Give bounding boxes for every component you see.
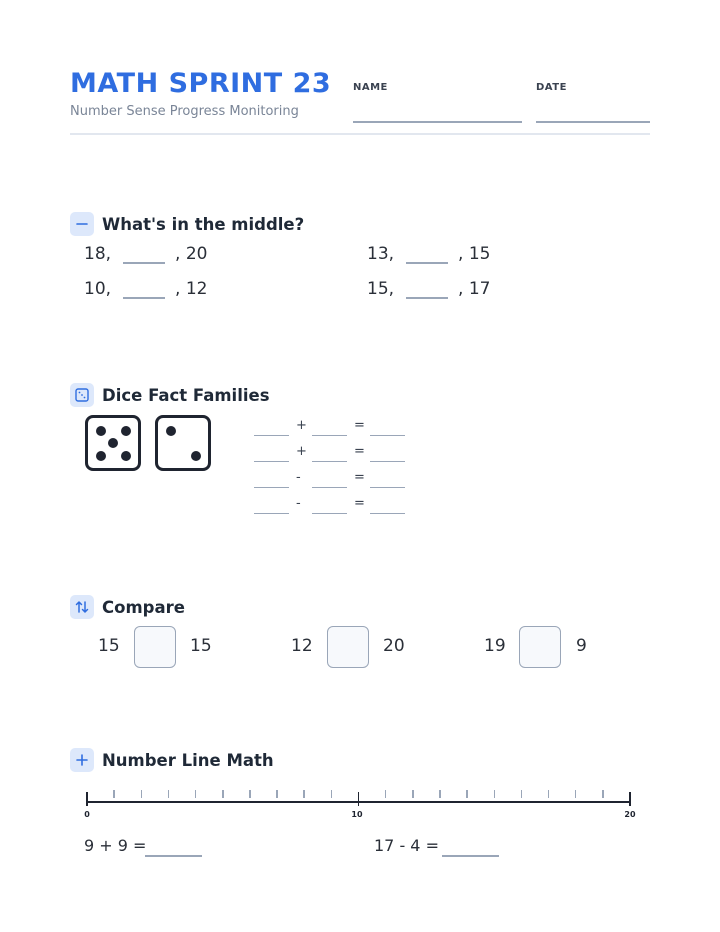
die-pip <box>96 426 106 436</box>
middle-after: , 20 <box>175 244 208 264</box>
operator-sign: + <box>296 444 307 459</box>
answer-blank[interactable] <box>254 487 289 489</box>
number-line-label: 0 <box>84 810 90 819</box>
middle-before: 13, <box>367 244 395 264</box>
number-line-label: 20 <box>624 810 636 819</box>
compare-left-number: 15 <box>98 636 120 656</box>
minus-icon <box>70 212 94 236</box>
compare-answer-box[interactable] <box>134 626 176 668</box>
answer-blank[interactable] <box>254 435 289 437</box>
answer-blank[interactable] <box>254 513 289 515</box>
equals-sign: = <box>354 418 365 433</box>
answer-blank[interactable] <box>370 513 405 515</box>
number-line-tick <box>494 790 496 798</box>
answer-blank[interactable] <box>312 513 347 515</box>
compare-answer-box[interactable] <box>519 626 561 668</box>
die-pip <box>121 426 131 436</box>
page-subtitle: Number Sense Progress Monitoring <box>70 104 299 119</box>
middle-before: 15, <box>367 279 395 299</box>
number-line-tick <box>195 790 197 798</box>
number-line-tick <box>222 790 224 798</box>
number-line-problem: 17 - 4 = <box>374 836 439 855</box>
middle-after: , 12 <box>175 279 208 299</box>
fact-family-equation <box>254 498 414 514</box>
compare-left-number: 19 <box>484 636 506 656</box>
compare-right-number: 20 <box>383 636 405 656</box>
answer-blank[interactable] <box>312 435 347 437</box>
date-label: DATE <box>536 82 567 93</box>
section-title-middle: What's in the middle? <box>102 214 305 234</box>
page-title: MATH SPRINT 23 <box>70 68 332 99</box>
middle-after: , 17 <box>458 279 491 299</box>
answer-blank[interactable] <box>370 487 405 489</box>
equals-sign: = <box>354 444 365 459</box>
answer-blank[interactable] <box>406 262 448 264</box>
section-header-compare <box>70 594 185 620</box>
number-line-tick <box>113 790 115 798</box>
die-face <box>85 415 141 471</box>
number-line-tick <box>249 790 251 798</box>
middle-problem <box>84 244 208 264</box>
number-line-tick <box>521 790 523 798</box>
equals-sign: = <box>354 496 365 511</box>
section-title-compare: Compare <box>102 597 185 617</box>
fact-family-equation <box>254 472 414 488</box>
operator-sign: - <box>296 496 301 511</box>
number-line-tick <box>412 790 414 798</box>
number-line-major-tick <box>86 792 88 806</box>
die-pip <box>191 451 201 461</box>
fact-family-equation <box>254 420 414 436</box>
die-face <box>155 415 211 471</box>
answer-blank[interactable] <box>123 262 165 264</box>
number-line-tick <box>548 790 550 798</box>
middle-problem <box>84 279 208 299</box>
answer-blank[interactable] <box>312 487 347 489</box>
number-line-tick <box>575 790 577 798</box>
number-line-major-tick <box>629 792 631 806</box>
die-pip <box>96 451 106 461</box>
number-line-tick <box>466 790 468 798</box>
number-line-tick <box>439 790 441 798</box>
number-line-tick <box>141 790 143 798</box>
die-pip <box>166 426 176 436</box>
name-label: NAME <box>353 82 388 93</box>
middle-problem <box>367 279 491 299</box>
section-header-dice <box>70 382 270 408</box>
answer-blank[interactable] <box>254 461 289 463</box>
answer-blank[interactable] <box>370 461 405 463</box>
die-pip <box>108 438 118 448</box>
number-line-tick <box>385 790 387 798</box>
date-field[interactable] <box>536 121 650 123</box>
number-line-problem: 9 + 9 = <box>84 836 147 855</box>
compare-right-number: 15 <box>190 636 212 656</box>
section-title-dice: Dice Fact Families <box>102 385 270 405</box>
number-line-tick <box>331 790 333 798</box>
middle-before: 18, <box>84 244 112 264</box>
fact-family-equation <box>254 446 414 462</box>
name-field[interactable] <box>353 121 522 123</box>
plus-icon <box>70 748 94 772</box>
swap-arrows-icon <box>70 595 94 619</box>
equals-sign: = <box>354 470 365 485</box>
answer-blank[interactable] <box>312 461 347 463</box>
compare-left-number: 12 <box>291 636 313 656</box>
section-header-number-line <box>70 747 274 773</box>
compare-answer-box[interactable] <box>327 626 369 668</box>
dice-icon <box>70 383 94 407</box>
number-line-label: 10 <box>351 810 363 819</box>
middle-problem <box>367 244 491 264</box>
compare-right-number: 9 <box>576 636 587 656</box>
answer-blank[interactable] <box>123 297 165 299</box>
section-header-middle <box>70 211 304 237</box>
section-title-number-line: Number Line Math <box>102 750 274 770</box>
operator-sign: + <box>296 418 307 433</box>
number-line-tick <box>276 790 278 798</box>
answer-blank[interactable] <box>406 297 448 299</box>
answer-blank[interactable] <box>370 435 405 437</box>
middle-after: , 15 <box>458 244 491 264</box>
answer-blank[interactable] <box>145 855 202 857</box>
number-line-tick <box>602 790 604 798</box>
number-line-major-tick <box>358 792 360 806</box>
middle-before: 10, <box>84 279 112 299</box>
header-divider <box>70 133 650 135</box>
die-pip <box>121 451 131 461</box>
number-line-tick <box>168 790 170 798</box>
number-line-tick <box>303 790 305 798</box>
answer-blank[interactable] <box>442 855 499 857</box>
operator-sign: - <box>296 470 301 485</box>
